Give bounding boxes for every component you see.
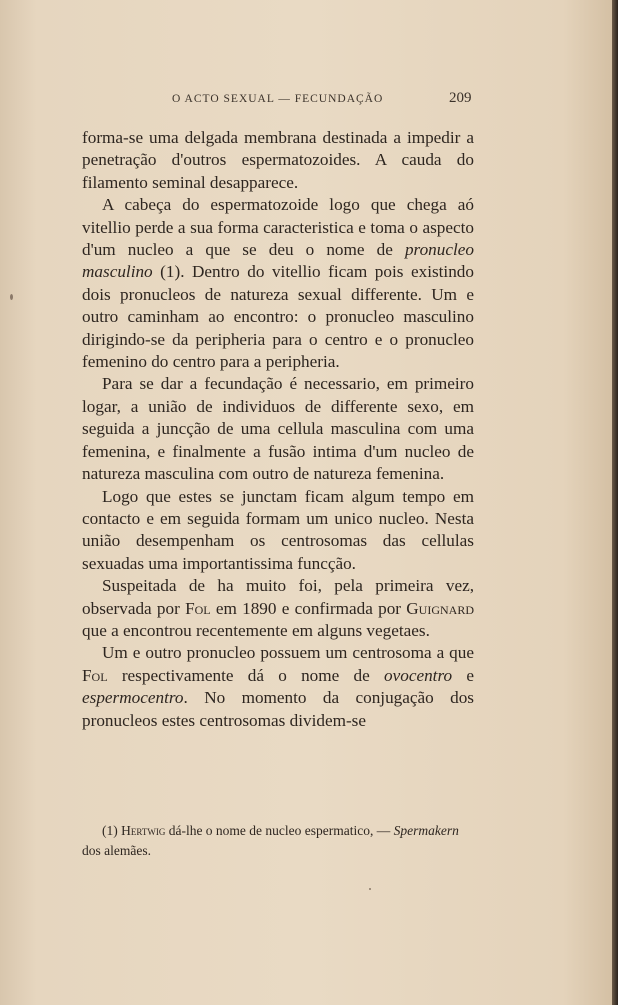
paper-speck <box>10 294 13 300</box>
text-span: respectivamente dá o nome de <box>107 665 384 685</box>
text-span: dá-lhe o nome de nucleo espermatico, — <box>165 823 394 838</box>
text-span: Suspeitada de ha muito foi, pela primeira vez, observada por <box>82 576 474 618</box>
text-span: Um e outro pronucleo possuem um centrosoma a que <box>102 643 474 663</box>
paragraph <box>82 486 474 576</box>
footnote-text <box>82 821 474 861</box>
page-number: 209 <box>449 90 472 106</box>
body-text <box>82 127 474 732</box>
italic-term: ovocentro <box>384 665 453 685</box>
text-span: forma-se uma delgada membrana destinada a impedir a penetração d'outros espermatozoides. A cauda do filamento seminal desapparece. <box>82 128 474 192</box>
italic-term: pronucleo masculino <box>82 240 474 282</box>
paragraph <box>82 575 474 642</box>
italic-term: espermocentro <box>82 688 184 708</box>
text-span: Para se dar a fecundação é necessario, em primeiro logar, a união de individuos de differente sexo, em seguida a juncção de uma cellula masculina com uma femenina, e finalmente a fusão intima d'um nucleo de natureza masculina com outro de natureza femenina. <box>82 374 474 484</box>
running-head: O ACTO SEXUAL — FECUNDAÇÃO <box>172 93 384 105</box>
paragraph <box>82 127 474 194</box>
author-name: Hertwig <box>121 823 166 838</box>
italic-term: Spermakern <box>393 823 459 838</box>
text-span: (1). Dentro do vitellio ficam pois existindo dois pronucleos de natureza sexual differente. Um e outro caminham ao encontro: o pronucleo masculino dirigindo-se da peripheria para o centro e o pronucleo femenino do centro para a peripheria. <box>82 262 474 372</box>
paragraph <box>82 373 474 485</box>
paragraph <box>82 194 474 373</box>
footnote <box>82 821 474 861</box>
paper-speck <box>369 888 371 890</box>
author-name: Guignard <box>406 598 475 618</box>
text-span: que a encontrou recentemente em alguns vegetaes. <box>82 620 430 640</box>
author-name: Fol <box>185 598 211 618</box>
author-name: Fol <box>82 665 108 685</box>
footnote-marker: (1) <box>102 823 122 838</box>
text-span: Logo que estes se junctam ficam algum tempo em contacto e em seguida formam um unico nucleo. Nesta união desempenham os centrosomas das cellulas sexuadas uma importantissima funcção. <box>82 486 474 573</box>
paragraph <box>82 642 474 732</box>
text-span: . No momento da conjugação dos pronucleos estes centrosomas dividem-se <box>82 688 474 730</box>
text-span: dos alemães. <box>82 843 151 858</box>
page-edge <box>612 0 618 1005</box>
text-span: em 1890 e confirmada por <box>210 598 407 618</box>
text-span: e <box>452 665 474 685</box>
text-span: A cabeça do espermatozoide logo que chega aó vitellio perde a sua forma caracteristica e toma o aspecto d'um nucleo a que se deu o nome de <box>82 195 474 260</box>
